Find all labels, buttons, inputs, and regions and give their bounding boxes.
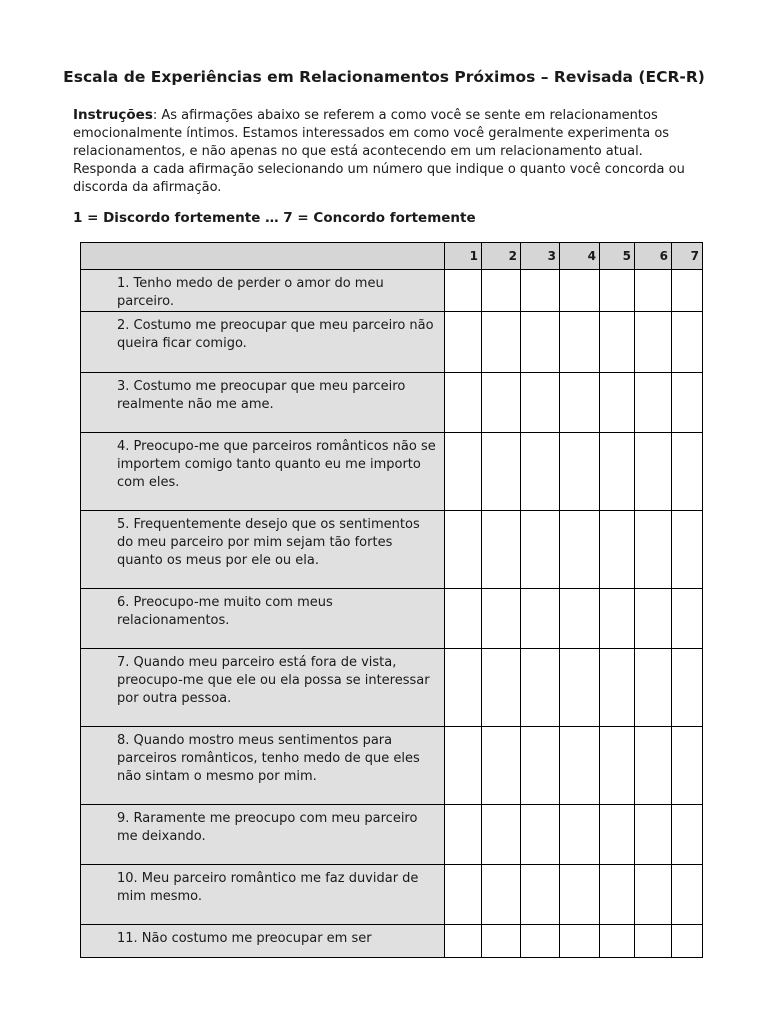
- answer-cell-5[interactable]: [600, 511, 635, 589]
- answer-cell-5[interactable]: [600, 312, 635, 373]
- answer-cell-7[interactable]: [672, 727, 703, 805]
- answer-cell-5[interactable]: [600, 865, 635, 925]
- page-title: Escala de Experiências em Relacionamentos Próximos – Revisada (ECR-R): [63, 68, 705, 86]
- scale-legend: 1 = Discordo fortemente … 7 = Concordo fortemente: [73, 210, 476, 226]
- answer-cell-4[interactable]: [560, 727, 600, 805]
- answer-cell-7[interactable]: [672, 649, 703, 727]
- answer-cell-6[interactable]: [635, 312, 672, 373]
- answer-cell-6[interactable]: [635, 805, 672, 865]
- question-text: 4. Preocupo-me que parceiros românticos não se importem comigo tanto quanto eu me importo com eles.: [81, 433, 445, 511]
- answer-cell-2[interactable]: [482, 865, 521, 925]
- table-row: [81, 925, 703, 958]
- answer-cell-6[interactable]: [635, 649, 672, 727]
- answer-cell-2[interactable]: [482, 727, 521, 805]
- answer-cell-6[interactable]: [635, 865, 672, 925]
- answer-cell-2[interactable]: [482, 373, 521, 433]
- answer-cell-1[interactable]: [445, 727, 482, 805]
- answer-cell-6[interactable]: [635, 727, 672, 805]
- question-text: 9. Raramente me preocupo com meu parceiro me deixando.: [81, 805, 445, 865]
- answer-cell-2[interactable]: [482, 589, 521, 649]
- answer-cell-5[interactable]: [600, 805, 635, 865]
- answer-cell-1[interactable]: [445, 373, 482, 433]
- answer-cell-5[interactable]: [600, 433, 635, 511]
- answer-cell-2[interactable]: [482, 649, 521, 727]
- answer-cell-1[interactable]: [445, 433, 482, 511]
- answer-cell-6[interactable]: [635, 433, 672, 511]
- instructions-text: : As afirmações abaixo se referem a como você se sente em relacionamentos emocionalmente íntimos. Estamos interessados em como você geralmente experimenta os relacionamentos, e não apenas no que está acontecendo em um relacionamento atual. Responda a cada afirmação selecionando um número que indique o quanto você concorda ou discorda da afirmação.: [73, 108, 685, 195]
- answer-cell-4[interactable]: [560, 511, 600, 589]
- answer-cell-1[interactable]: [445, 270, 482, 312]
- answer-cell-4[interactable]: [560, 373, 600, 433]
- answer-cell-1[interactable]: [445, 805, 482, 865]
- answer-cell-3[interactable]: [521, 589, 560, 649]
- table-row: [81, 270, 703, 312]
- questionnaire-table: [80, 242, 703, 958]
- answer-cell-4[interactable]: [560, 433, 600, 511]
- table-row: [81, 865, 703, 925]
- answer-cell-4[interactable]: [560, 270, 600, 312]
- answer-cell-7[interactable]: [672, 589, 703, 649]
- table-row: [81, 511, 703, 589]
- answer-cell-7[interactable]: [672, 865, 703, 925]
- column-header-4: 4: [560, 243, 600, 270]
- answer-cell-1[interactable]: [445, 925, 482, 958]
- answer-cell-5[interactable]: [600, 649, 635, 727]
- answer-cell-4[interactable]: [560, 312, 600, 373]
- column-header-6: 6: [635, 243, 672, 270]
- answer-cell-5[interactable]: [600, 727, 635, 805]
- answer-cell-5[interactable]: [600, 270, 635, 312]
- answer-cell-6[interactable]: [635, 270, 672, 312]
- table-row: [81, 727, 703, 805]
- answer-cell-4[interactable]: [560, 649, 600, 727]
- answer-cell-2[interactable]: [482, 925, 521, 958]
- table-header-row: [81, 243, 703, 270]
- answer-cell-2[interactable]: [482, 511, 521, 589]
- answer-cell-1[interactable]: [445, 865, 482, 925]
- answer-cell-4[interactable]: [560, 925, 600, 958]
- table-row: [81, 649, 703, 727]
- table-row: [81, 312, 703, 373]
- table-row: [81, 589, 703, 649]
- header-blank-cell: [81, 243, 445, 270]
- answer-cell-1[interactable]: [445, 589, 482, 649]
- answer-cell-7[interactable]: [672, 270, 703, 312]
- question-text: 10. Meu parceiro romântico me faz duvidar de mim mesmo.: [81, 865, 445, 925]
- answer-cell-6[interactable]: [635, 373, 672, 433]
- answer-cell-2[interactable]: [482, 433, 521, 511]
- answer-cell-7[interactable]: [672, 373, 703, 433]
- answer-cell-6[interactable]: [635, 589, 672, 649]
- question-text: 8. Quando mostro meus sentimentos para parceiros românticos, tenho medo de que eles não sintam o mesmo por mim.: [81, 727, 445, 805]
- column-header-3: 3: [521, 243, 560, 270]
- question-text: 6. Preocupo-me muito com meus relacionamentos.: [81, 589, 445, 649]
- answer-cell-7[interactable]: [672, 312, 703, 373]
- answer-cell-7[interactable]: [672, 511, 703, 589]
- table-row: [81, 373, 703, 433]
- answer-cell-3[interactable]: [521, 373, 560, 433]
- instructions-label: Instruções: [73, 107, 153, 123]
- answer-cell-4[interactable]: [560, 805, 600, 865]
- question-text: 2. Costumo me preocupar que meu parceiro não queira ficar comigo.: [81, 312, 445, 373]
- table-row: [81, 433, 703, 511]
- question-text: 7. Quando meu parceiro está fora de vista, preocupo-me que ele ou ela possa se interessar por outra pessoa.: [81, 649, 445, 727]
- instructions-paragraph: [73, 106, 698, 197]
- answer-cell-3[interactable]: [521, 511, 560, 589]
- answer-cell-3[interactable]: [521, 270, 560, 312]
- column-header-1: 1: [445, 243, 482, 270]
- answer-cell-6[interactable]: [635, 925, 672, 958]
- answer-cell-2[interactable]: [482, 270, 521, 312]
- question-text: 11. Não costumo me preocupar em ser: [81, 925, 445, 958]
- column-header-7: 7: [672, 243, 703, 270]
- answer-cell-3[interactable]: [521, 865, 560, 925]
- answer-cell-3[interactable]: [521, 433, 560, 511]
- answer-cell-4[interactable]: [560, 865, 600, 925]
- answer-cell-1[interactable]: [445, 649, 482, 727]
- answer-cell-3[interactable]: [521, 727, 560, 805]
- column-header-5: 5: [600, 243, 635, 270]
- answer-cell-7[interactable]: [672, 925, 703, 958]
- answer-cell-3[interactable]: [521, 925, 560, 958]
- table-row: [81, 805, 703, 865]
- column-header-2: 2: [482, 243, 521, 270]
- answer-cell-5[interactable]: [600, 925, 635, 958]
- answer-cell-2[interactable]: [482, 805, 521, 865]
- answer-cell-1[interactable]: [445, 312, 482, 373]
- answer-cell-4[interactable]: [560, 589, 600, 649]
- answer-cell-5[interactable]: [600, 589, 635, 649]
- question-text: 1. Tenho medo de perder o amor do meu parceiro.: [81, 270, 445, 312]
- answer-cell-2[interactable]: [482, 312, 521, 373]
- answer-cell-3[interactable]: [521, 312, 560, 373]
- answer-cell-7[interactable]: [672, 433, 703, 511]
- answer-cell-3[interactable]: [521, 649, 560, 727]
- question-text: 3. Costumo me preocupar que meu parceiro realmente não me ame.: [81, 373, 445, 433]
- answer-cell-5[interactable]: [600, 373, 635, 433]
- answer-cell-1[interactable]: [445, 511, 482, 589]
- answer-cell-7[interactable]: [672, 805, 703, 865]
- question-text: 5. Frequentemente desejo que os sentimentos do meu parceiro por mim sejam tão fortes quanto os meus por ele ou ela.: [81, 511, 445, 589]
- answer-cell-6[interactable]: [635, 511, 672, 589]
- answer-cell-3[interactable]: [521, 805, 560, 865]
